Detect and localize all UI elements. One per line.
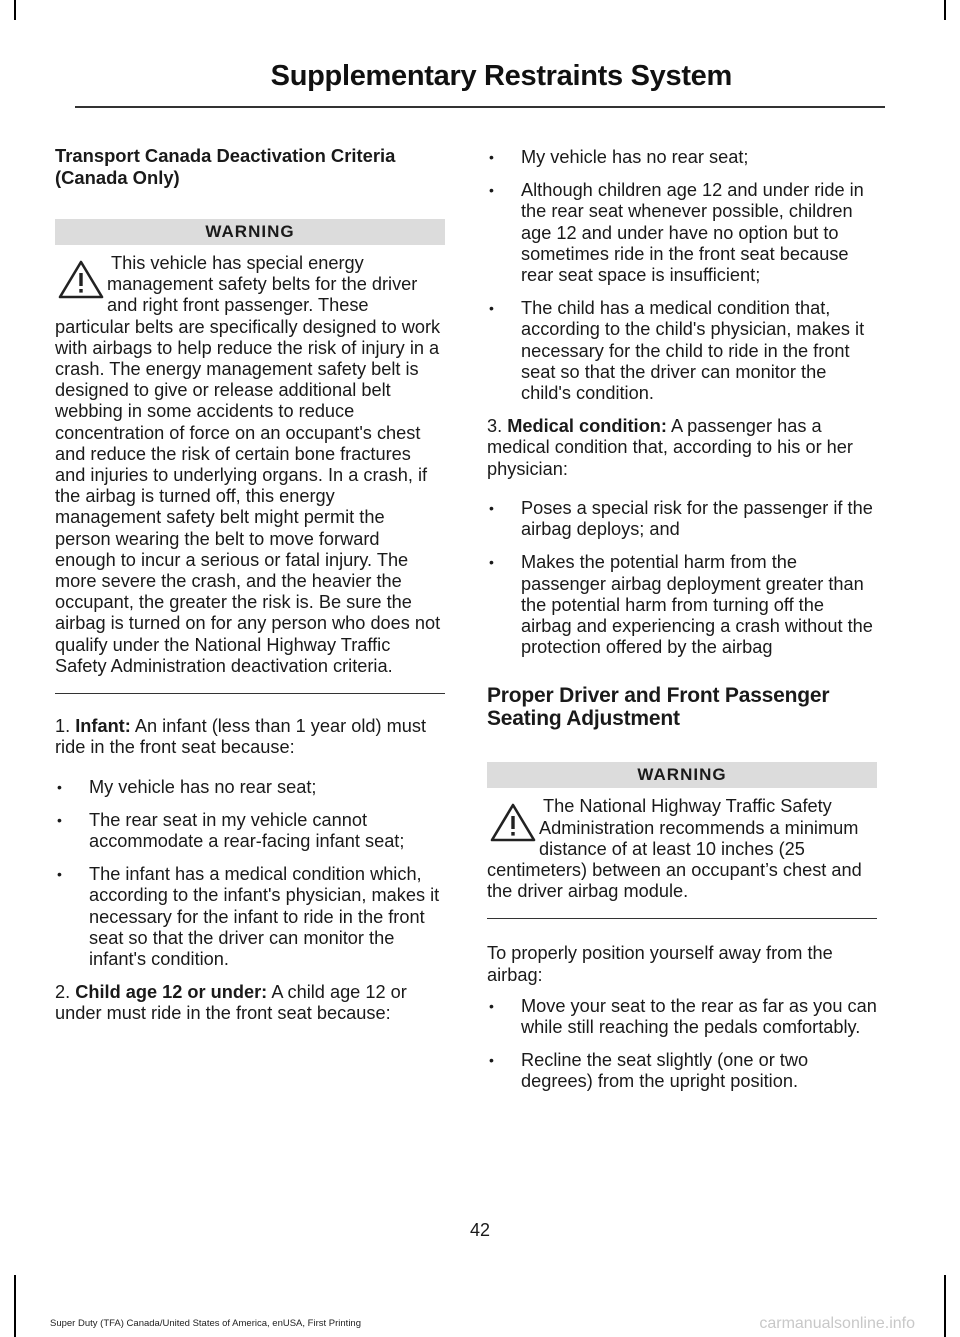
crop-mark-bottom-left — [14, 1275, 16, 1337]
item-number: 3. — [487, 416, 503, 437]
item-term: Medical condition: — [507, 416, 667, 437]
warning-box — [487, 762, 877, 919]
list-item: • Recline the seat slightly (one or two degrees) from the upright position. — [487, 1050, 877, 1092]
item-term: Infant: — [75, 716, 131, 737]
page-number: 42 — [469, 1220, 491, 1240]
list-item: • Move your seat to the rear as far as you can while still reaching the pedals comfortably. — [487, 996, 877, 1038]
item-number: 2. — [55, 982, 71, 1003]
section-heading-transport-canada: Transport Canada Deactivation Criteria (Canada Only) — [55, 145, 396, 188]
warning-text — [487, 796, 877, 902]
warning-text-rest: Administration recommends a minimum distance of at least 10 inches (25 centimeters) between an occupant’s chest and the driver airbag module. — [487, 817, 862, 902]
crop-mark-top-left — [14, 0, 16, 20]
item-number: 1. — [55, 716, 71, 737]
page-title: Supplementary Restraints System — [270, 60, 732, 92]
footer-text: Super Duty (TFA) Canada/United States of America, enUSA, First Printing — [50, 1318, 361, 1329]
crop-mark-bottom-right — [944, 1275, 946, 1337]
warning-triangle-icon — [487, 800, 539, 844]
medical-bullet-list — [487, 498, 877, 658]
item-text: An infant (less than 1 year old) must ride in the front seat because: — [55, 716, 427, 758]
list-item: • The rear seat in my vehicle cannot accommodate a rear-facing infant seat; — [55, 810, 445, 852]
list-item: • The child has a medical condition that, according to the child's physician, makes it necessary for the child to ride in the front seat so that the driver can monitor the child's condition. — [487, 298, 877, 404]
right-column — [487, 145, 877, 1105]
position-intro: To properly position yourself away from the airbag: — [487, 943, 833, 985]
list-item: • Although children age 12 and under ride in the rear seat whenever possible, children age 12 and under have no option but to sometimes ride in the front seat because rear seat space is insufficient; — [487, 180, 877, 286]
left-column — [55, 145, 445, 1043]
infant-bullet-list — [55, 777, 445, 971]
item-child — [55, 982, 445, 1024]
warning-triangle-icon — [55, 257, 107, 301]
warning-body — [487, 796, 877, 902]
item-infant — [55, 716, 445, 758]
warning-label: WARNING — [55, 219, 445, 245]
item-text: A child age 12 or under must ride in the front seat because: — [55, 982, 407, 1024]
position-bullet-list — [487, 996, 877, 1093]
title-rule — [75, 106, 885, 108]
list-item: • The infant has a medical condition which, according to the infant's physician, makes it necessary for the infant to ride in the front seat so that the driver can monitor the infant's condition. — [55, 864, 445, 970]
list-item: • My vehicle has no rear seat; — [55, 777, 445, 798]
warning-text — [55, 253, 445, 677]
item-term: Child age 12 or under: — [75, 982, 268, 1003]
warning-end-rule — [487, 918, 877, 919]
warning-end-rule — [55, 693, 445, 694]
warning-text-first-line: The National Highway Traffic Safety — [543, 796, 832, 817]
list-item: • My vehicle has no rear seat; — [487, 147, 877, 168]
warning-body — [55, 253, 445, 677]
warning-text-first-line: This vehicle has special energy — [111, 253, 364, 273]
warning-label: WARNING — [487, 762, 877, 788]
section-heading-seating-adjustment: Proper Driver and Front Passenger Seating Adjustment — [487, 684, 830, 731]
item-medical — [487, 416, 877, 480]
warning-text-rest: management safety belts for the driver and right front passenger. These particular belts are specifically designed to work with airbags to help reduce the risk of injury in a crash. The energy management safety belt is designed to give or release additional belt webbing in some accidents to reduce concentration of force on an occupant's chest and reduce the risk of certain bone fractures and injuries to underlying organs. In a crash, if the airbag is turned off, this energy management safety belt might permit the person wearing the belt to move forward enough to incur a serious or fatal injury. The more severe the crash, and the heavier the occupant, the greater the risk is. Be sure the airbag is turned on for any person who does not qualify under the National Highway Traffic Safety Administration deactivation criteria. — [55, 274, 441, 676]
warning-box — [55, 219, 445, 694]
crop-mark-top-right — [944, 0, 946, 20]
child-bullet-list — [487, 147, 877, 404]
list-item: • Poses a special risk for the passenger if the airbag deploys; and — [487, 498, 877, 540]
item-text: A passenger has a medical condition that, according to his or her physician: — [487, 416, 853, 479]
watermark: carmanualsonline.info — [759, 1315, 915, 1332]
list-item: • Makes the potential harm from the passenger airbag deployment greater than the potential harm from turning off the airbag and experiencing a crash without the protection offered by the airbag — [487, 552, 877, 658]
